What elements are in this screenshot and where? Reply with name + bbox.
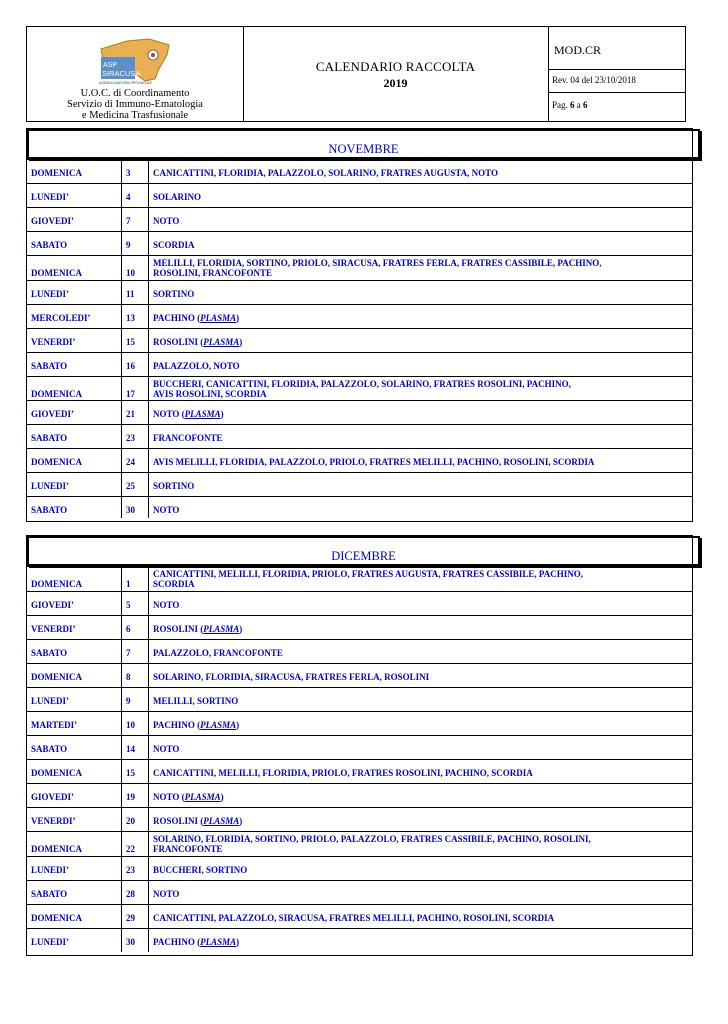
day-number: 24: [121, 449, 149, 472]
month-title: DICEMBRE: [27, 536, 700, 566]
collection-locations: [153, 505, 688, 515]
weekday-label: SABATO: [31, 648, 68, 658]
locations-text: NOTO: [153, 889, 180, 899]
locations-text: SOLARINO, FLORIDIA, SIRACUSA, FRATRES FERLA, ROSOLINI: [153, 672, 430, 682]
asp-siracusa-logo: [97, 35, 177, 85]
collection-locations: [153, 379, 688, 399]
locations-text: BUCCHERI, CANICATTINI, FLORIDIA, PALAZZOLO, SOLARINO, FRATRES ROSOLINI, PACHINO,: [153, 379, 571, 389]
locations-text-close: ): [239, 624, 243, 634]
weekday-label: DOMENICA: [31, 768, 82, 778]
day-number: 22: [121, 832, 149, 856]
weekday-label: GIOVEDI’: [31, 216, 75, 226]
locations-text-close: ): [239, 816, 243, 826]
day-number: 10: [121, 256, 149, 280]
weekday-label: VENERDI’: [31, 337, 76, 347]
locations-text: SOLARINO: [153, 192, 202, 202]
logo-text-top: ASP: [103, 62, 118, 69]
locations-text: SORTINO: [153, 481, 195, 491]
calendar-row: [27, 448, 692, 472]
document-header: [26, 26, 686, 122]
weekday-label: GIOVEDI’: [31, 409, 75, 419]
day-number: 17: [121, 377, 149, 400]
weekday-label: LUNEDI’: [31, 192, 70, 202]
page-info: Pag. 6 a 6: [552, 100, 588, 110]
plasma-link[interactable]: PLASMA: [200, 720, 237, 730]
weekday-label: MARTEDI’: [31, 720, 78, 730]
calendar-row: [27, 159, 692, 183]
weekday-label: LUNEDI’: [31, 289, 70, 299]
collection-locations: [153, 168, 688, 178]
calendar-row: [27, 735, 692, 759]
collection-locations: [153, 337, 688, 347]
collection-locations: [153, 216, 688, 226]
org-name: [27, 88, 243, 121]
collection-locations: [153, 240, 688, 250]
calendar-row: [27, 352, 692, 376]
weekday-label: GIOVEDI’: [31, 792, 75, 802]
locations-text-close: ): [236, 937, 240, 947]
weekday-label: DOMENICA: [31, 844, 82, 854]
org-line: U.O.C. di Coordinamento: [80, 88, 190, 99]
calendar-row: [27, 663, 692, 687]
calendar-row: [27, 207, 692, 231]
locations-text-close: ): [236, 720, 240, 730]
collection-locations: [153, 289, 688, 299]
plasma-link[interactable]: PLASMA: [184, 409, 221, 419]
locations-text: NOTO: [153, 216, 180, 226]
day-number: 30: [121, 497, 149, 518]
day-number: 9: [121, 688, 149, 711]
day-number: 25: [121, 473, 149, 496]
collection-locations: [153, 834, 688, 854]
page-total: 6: [583, 100, 588, 110]
locations-text-line2: ROSOLINI, FRANCOFONTE: [153, 268, 273, 278]
collection-locations: [153, 600, 688, 610]
calendar-row: [27, 687, 692, 711]
locations-text: NOTO (: [153, 792, 185, 802]
calendar-row: [27, 496, 692, 518]
module-code: MOD.CR: [548, 27, 686, 70]
header-title-cell: [243, 27, 549, 121]
weekday-label: LUNEDI’: [31, 696, 70, 706]
weekday-label: DOMENICA: [31, 168, 82, 178]
weekday-label: DOMENICA: [31, 457, 82, 467]
locations-text: FRANCOFONTE: [153, 433, 223, 443]
day-number: 13: [121, 305, 149, 328]
locations-text: NOTO (: [153, 409, 185, 419]
weekday-label: LUNEDI’: [31, 481, 70, 491]
day-number: 11: [121, 281, 149, 304]
weekday-label: VENERDI’: [31, 816, 76, 826]
calendar-row: [27, 856, 692, 880]
locations-text: SCORDIA: [153, 240, 195, 250]
calendar-row: [27, 231, 692, 255]
day-number: 29: [121, 905, 149, 928]
month-table-december: [26, 535, 693, 956]
locations-text: AVIS MELILLI, FLORIDIA, PALAZZOLO, PRIOLO, FRATRES MELILLI, PACHINO, ROSOLINI, SCORDIA: [153, 457, 595, 467]
weekday-label: DOMENICA: [31, 579, 82, 589]
collection-locations: [153, 192, 688, 202]
locations-text: MELILLI, SORTINO: [153, 696, 239, 706]
collection-locations: [153, 624, 688, 634]
locations-text: ROSOLINI (: [153, 816, 204, 826]
logo-text-sub: AZIENDA SANITARIA PROVINCIALE: [99, 81, 153, 85]
weekday-label: SABATO: [31, 889, 68, 899]
collection-locations: [153, 433, 688, 443]
calendar-row: [27, 376, 692, 400]
calendar-row: [27, 566, 692, 591]
day-number: 15: [121, 329, 149, 352]
locations-text-close: ): [236, 313, 240, 323]
day-number: 6: [121, 616, 149, 639]
day-number: 4: [121, 184, 149, 207]
locations-text-line2: FRANCOFONTE: [153, 844, 223, 854]
calendar-row: [27, 759, 692, 783]
calendar-row: [27, 783, 692, 807]
calendar-row: [27, 280, 692, 304]
month-title: NOVEMBRE: [27, 129, 700, 159]
calendar-row: [27, 424, 692, 448]
day-number: 21: [121, 401, 149, 424]
day-number: 1: [121, 567, 149, 591]
day-number: 28: [121, 881, 149, 904]
day-number: 19: [121, 784, 149, 807]
org-line: Servizio di Immuno-Ematologia: [67, 99, 203, 110]
locations-text: CANICATTINI, MELILLI, FLORIDIA, PRIOLO, FRATRES AUGUSTA, FRATRES CASSIBILE, PACHINO,: [153, 569, 583, 579]
day-number: 5: [121, 592, 149, 615]
day-number: 9: [121, 232, 149, 255]
day-number: 10: [121, 712, 149, 735]
calendar-row: [27, 472, 692, 496]
weekday-label: SABATO: [31, 433, 68, 443]
day-number: 3: [121, 160, 149, 183]
locations-text-close: ): [220, 792, 224, 802]
locations-text: ROSOLINI (: [153, 624, 204, 634]
collection-locations: [153, 937, 688, 947]
calendar-row: [27, 807, 692, 831]
calendar-row: [27, 639, 692, 663]
weekday-label: SABATO: [31, 744, 68, 754]
collection-locations: [153, 258, 688, 278]
collection-locations: [153, 792, 688, 802]
calendar-row: [27, 255, 692, 280]
calendar-row: [27, 615, 692, 639]
page-number: 6: [570, 100, 575, 110]
document-year: 2019: [383, 76, 408, 90]
day-number: 23: [121, 425, 149, 448]
header-org-cell: [27, 27, 244, 121]
day-number: 30: [121, 929, 149, 952]
org-line: e Medicina Trasfusionale: [81, 110, 189, 121]
locations-text: CANICATTINI, MELILLI, FLORIDIA, PRIOLO, FRATRES ROSOLINI, PACHINO, SCORDIA: [153, 768, 533, 778]
collection-locations: [153, 913, 688, 923]
locations-text: NOTO: [153, 744, 180, 754]
document-title: CALENDARIO RACCOLTA: [315, 59, 476, 74]
plasma-link[interactable]: PLASMA: [184, 792, 221, 802]
month-table-november: [26, 128, 693, 522]
collection-locations: [153, 672, 688, 682]
calendar-row: [27, 304, 692, 328]
weekday-label: SABATO: [31, 240, 68, 250]
locations-text: PACHINO (: [153, 937, 201, 947]
calendar-row: [27, 328, 692, 352]
locations-text: PACHINO (: [153, 313, 201, 323]
locations-text: NOTO: [153, 600, 180, 610]
calendar-row: [27, 591, 692, 615]
collection-locations: [153, 313, 688, 323]
locations-text: BUCCHERI, SORTINO: [153, 865, 248, 875]
day-number: 16: [121, 353, 149, 376]
locations-text-line2: SCORDIA: [153, 579, 195, 589]
weekday-label: MERCOLEDI’: [31, 313, 91, 323]
collection-locations: [153, 889, 688, 899]
calendar-row: [27, 711, 692, 735]
calendar-row: [27, 880, 692, 904]
locations-text: ROSOLINI (: [153, 337, 204, 347]
locations-text-line2: AVIS ROSOLINI, SCORDIA: [153, 389, 267, 399]
collection-locations: [153, 648, 688, 658]
weekday-label: DOMENICA: [31, 389, 82, 399]
locations-text-close: ): [239, 337, 243, 347]
plasma-link[interactable]: PLASMA: [203, 624, 240, 634]
locations-text: MELILLI, FLORIDIA, SORTINO, PRIOLO, SIRACUSA, FRATRES FERLA, FRATRES CASSIBILE, PACHINO,: [153, 258, 602, 268]
locations-text: PACHINO (: [153, 720, 201, 730]
locations-text: CANICATTINI, FLORIDIA, PALAZZOLO, SOLARINO, FRATRES AUGUSTA, NOTO: [153, 168, 498, 178]
weekday-label: GIOVEDI’: [31, 600, 75, 610]
weekday-label: DOMENICA: [31, 672, 82, 682]
header-meta-cell: [548, 27, 686, 121]
locations-text: CANICATTINI, PALAZZOLO, SIRACUSA, FRATRES MELILLI, PACHINO, ROSOLINI, SCORDIA: [153, 913, 555, 923]
day-number: 14: [121, 736, 149, 759]
collection-locations: [153, 768, 688, 778]
day-number: 20: [121, 808, 149, 831]
plasma-link[interactable]: PLASMA: [200, 937, 237, 947]
weekday-label: VENERDI’: [31, 624, 76, 634]
calendar-row: [27, 831, 692, 856]
locations-text: SORTINO: [153, 289, 195, 299]
day-number: 23: [121, 857, 149, 880]
collection-locations: [153, 569, 688, 589]
locations-text: PALAZZOLO, NOTO: [153, 361, 240, 371]
plasma-link[interactable]: PLASMA: [200, 313, 237, 323]
collection-locations: [153, 457, 688, 467]
calendar-row: [27, 904, 692, 928]
weekday-label: DOMENICA: [31, 268, 82, 278]
collection-locations: [153, 409, 688, 419]
weekday-label: SABATO: [31, 505, 68, 515]
locations-text: SOLARINO, FLORIDIA, SORTINO, PRIOLO, PALAZZOLO, FRATRES CASSIBILE, PACHINO, ROSOLINI,: [153, 834, 591, 844]
locations-text-close: ): [220, 409, 224, 419]
locations-text: PALAZZOLO, FRANCOFONTE: [153, 648, 283, 658]
calendar-row: [27, 928, 692, 952]
collection-locations: [153, 865, 688, 875]
day-number: 7: [121, 208, 149, 231]
day-number: 8: [121, 664, 149, 687]
collection-locations: [153, 481, 688, 491]
collection-locations: [153, 720, 688, 730]
collection-locations: [153, 361, 688, 371]
locations-text: NOTO: [153, 505, 180, 515]
calendar-row: [27, 400, 692, 424]
revision-info: Rev. 04 del 23/10/2018: [548, 70, 686, 93]
logo-text-main: SIRACUSA: [102, 69, 141, 78]
weekday-label: LUNEDI’: [31, 865, 70, 875]
collection-locations: [153, 744, 688, 754]
weekday-label: SABATO: [31, 361, 68, 371]
day-number: 7: [121, 640, 149, 663]
calendar-row: [27, 183, 692, 207]
plasma-link[interactable]: PLASMA: [203, 816, 240, 826]
weekday-label: LUNEDI’: [31, 937, 70, 947]
plasma-link[interactable]: PLASMA: [203, 337, 240, 347]
collection-locations: [153, 816, 688, 826]
day-number: 15: [121, 760, 149, 783]
weekday-label: DOMENICA: [31, 913, 82, 923]
collection-locations: [153, 696, 688, 706]
